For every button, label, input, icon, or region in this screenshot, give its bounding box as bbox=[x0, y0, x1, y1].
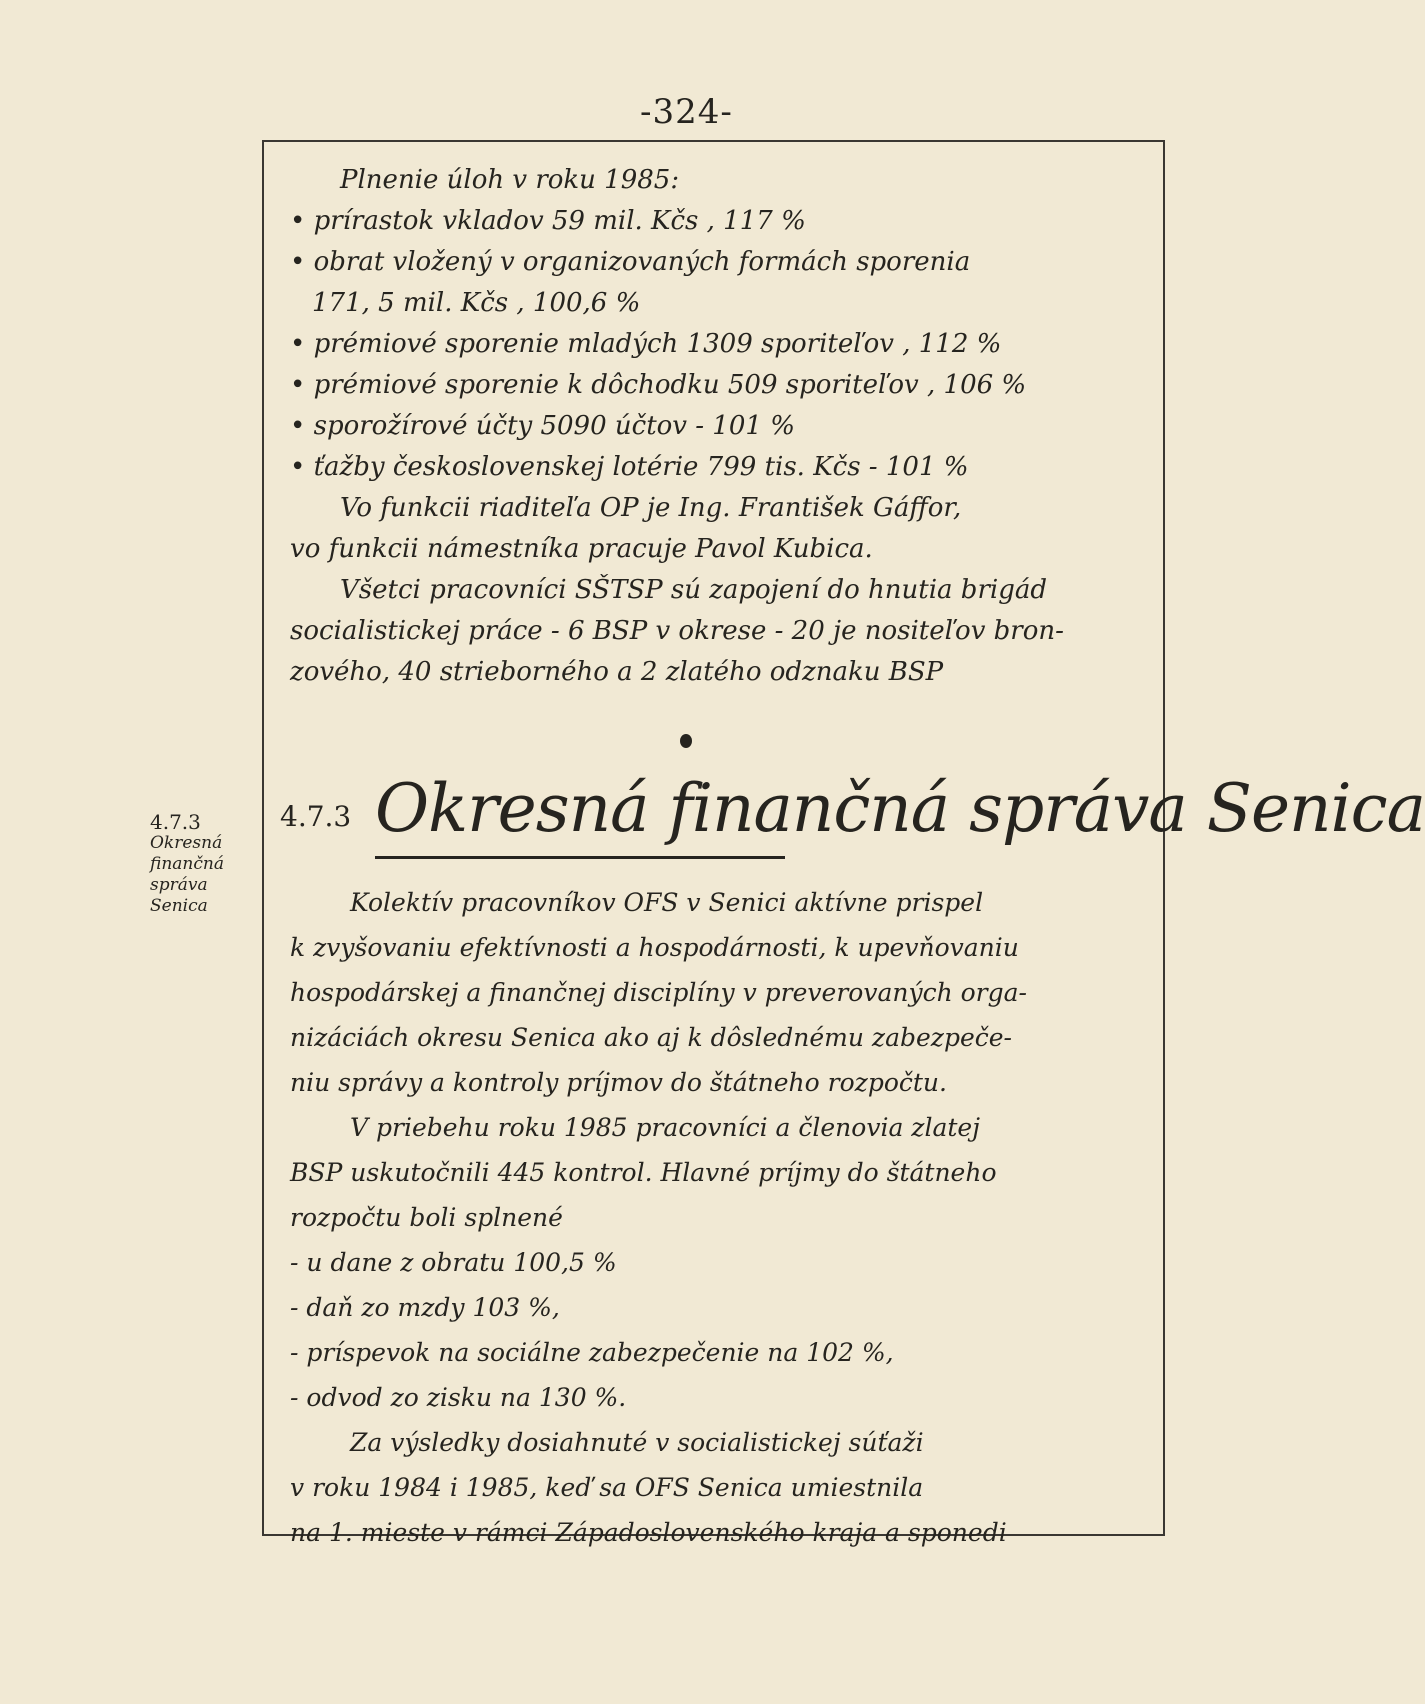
list-item: - odvod zo zisku na 130 %. bbox=[290, 1383, 627, 1412]
text-line: hospodárskej a finančnej disciplíny v preverovaných orga- bbox=[290, 978, 1027, 1007]
text-line: BSP uskutočnili 445 kontrol. Hlavné príjmy do štátneho bbox=[290, 1158, 997, 1187]
text-line: v roku 1984 i 1985, keď sa OFS Senica umiestnila bbox=[290, 1473, 924, 1502]
margin-label-line: Senica bbox=[150, 896, 208, 916]
text-line: Vo funkcii riaditeľa OP je Ing. František Gáffor, bbox=[340, 493, 962, 523]
margin-label-line: Okresná bbox=[150, 833, 223, 853]
text-line: • obrat vložený v organizovaných formách sporenia bbox=[290, 247, 971, 277]
section-body bbox=[290, 880, 1160, 1555]
section-divider-dot bbox=[680, 734, 692, 748]
section-heading bbox=[280, 770, 1425, 870]
list-item: - príspevok na sociálne zabezpečenie na 102 %, bbox=[290, 1338, 894, 1367]
margin-label-line: finančná bbox=[150, 854, 224, 874]
text-line: • prírastok vkladov 59 mil. Kčs , 117 % bbox=[290, 206, 806, 236]
text-line: V priebehu roku 1985 pracovníci a členovia zlatej bbox=[350, 1113, 980, 1142]
text-line: Plnenie úloh v roku 1985: bbox=[340, 165, 680, 195]
achievements-section bbox=[290, 160, 1150, 693]
text-line: Za výsledky dosiahnuté v socialistickej súťaži bbox=[350, 1428, 924, 1457]
title-underline bbox=[375, 856, 785, 859]
text-line: • sporožírové účty 5090 účtov - 101 % bbox=[290, 411, 795, 441]
text-line: vo funkcii námestníka pracuje Pavol Kubica. bbox=[290, 534, 873, 564]
text-line: 171, 5 mil. Kčs , 100,6 % bbox=[312, 288, 641, 318]
section-title: Okresná finančná správa Senica bbox=[375, 770, 1425, 847]
text-line: Kolektív pracovníkov OFS v Senici aktívne prispel bbox=[350, 888, 984, 917]
list-item: - u dane z obratu 100,5 % bbox=[290, 1248, 617, 1277]
text-line: k zvyšovaniu efektívnosti a hospodárnosti, k upevňovaniu bbox=[290, 933, 1019, 962]
text-line: niu správy a kontroly príjmov do štátneho rozpočtu. bbox=[290, 1068, 947, 1097]
text-line: na 1. mieste v rámci Západoslovenského kraja a sponedi bbox=[290, 1518, 1007, 1547]
list-item: - daň zo mzdy 103 %, bbox=[290, 1293, 560, 1322]
text-line: rozpočtu boli splnené bbox=[290, 1203, 563, 1232]
text-line: • prémiové sporenie k dôchodku 509 sporiteľov , 106 % bbox=[290, 370, 1027, 400]
margin-section-number: 4.7.3 bbox=[150, 810, 201, 834]
text-line: nizáciách okresu Senica ako aj k dôslednému zabezpeče- bbox=[290, 1023, 1012, 1052]
text-line: zového, 40 strieborného a 2 zlatého odznaku BSP bbox=[290, 657, 944, 687]
text-line: socialistickej práce - 6 BSP v okrese - 20 je nositeľov bron- bbox=[290, 616, 1064, 646]
page-number: -324- bbox=[640, 92, 733, 132]
text-line: • prémiové sporenie mladých 1309 sporiteľov , 112 % bbox=[290, 329, 1002, 359]
margin-section-label bbox=[150, 812, 260, 917]
margin-label-line: správa bbox=[150, 875, 208, 895]
text-line: Všetci pracovníci SŠTSP sú zapojení do hnutia brigád bbox=[340, 575, 1047, 605]
text-line: • ťažby československej lotérie 799 tis. Kčs - 101 % bbox=[290, 452, 969, 482]
section-number: 4.7.3 bbox=[280, 800, 352, 833]
